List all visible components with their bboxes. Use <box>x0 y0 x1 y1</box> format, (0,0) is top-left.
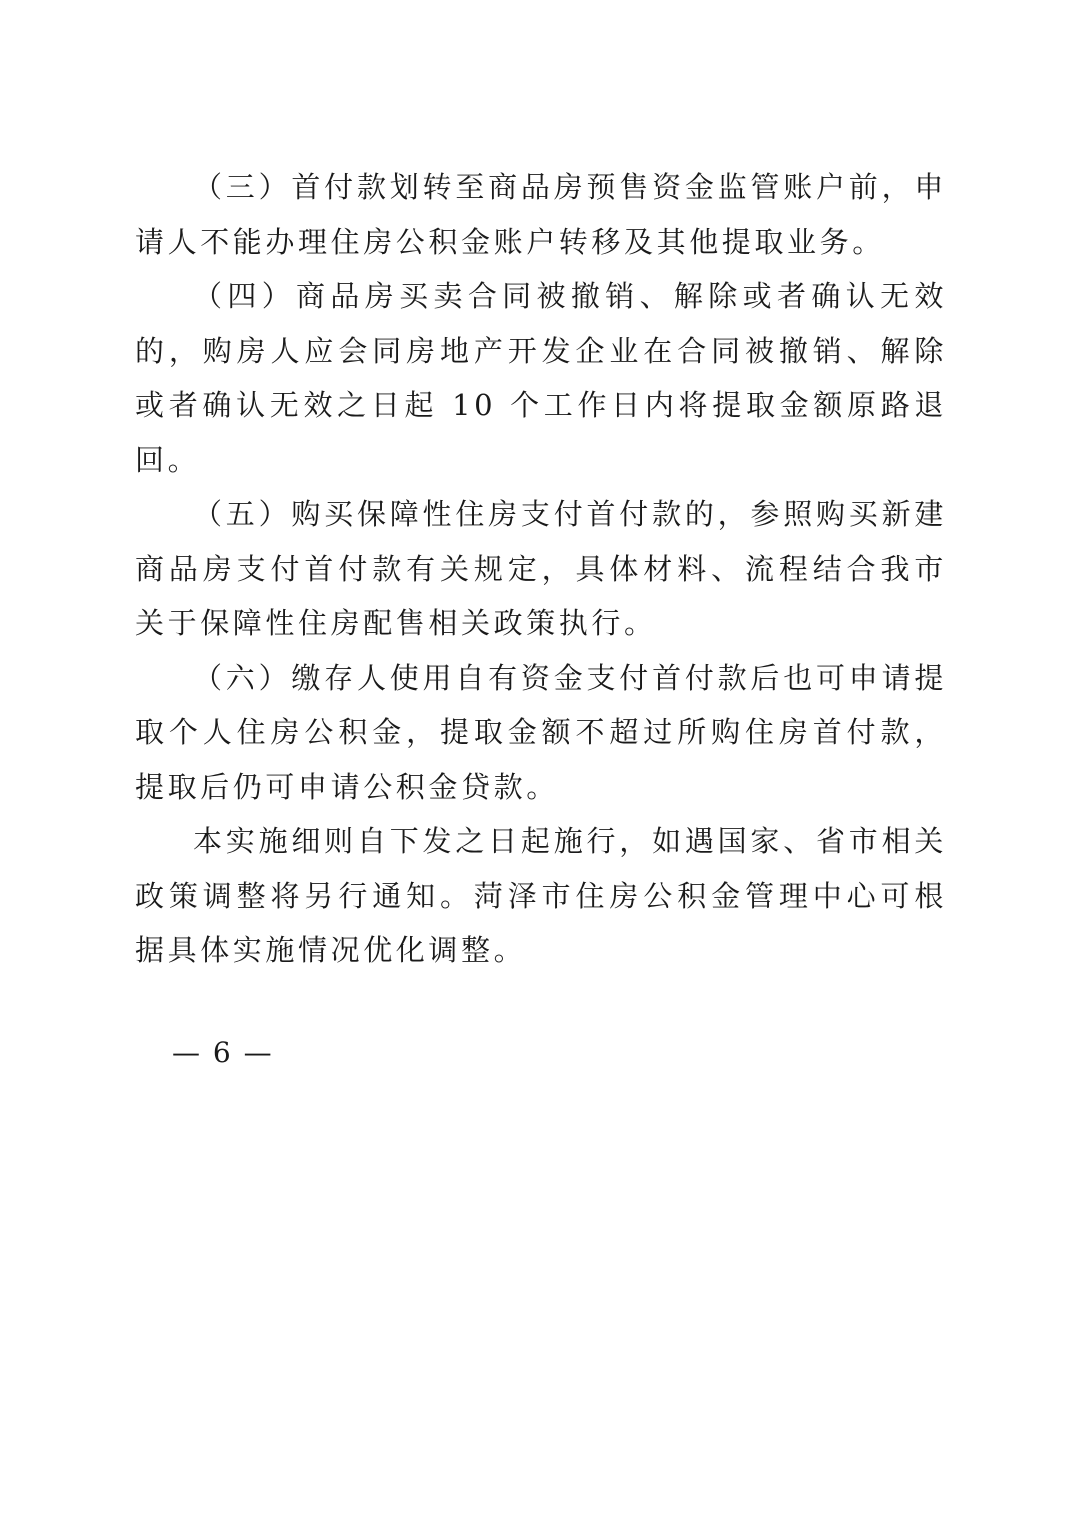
paragraph-item-3: （三）首付款划转至商品房预售资金监管账户前，申请人不能办理住房公积金账户转移及其他提取业务。 <box>135 170 947 259</box>
document-body <box>135 160 947 978</box>
paragraph-item-5: （五）购买保障性住房支付首付款的，参照购买新建商品房支付首付款有关规定，具体材料、流程结合我市关于保障性住房配售相关政策执行。 <box>135 497 947 640</box>
paragraph-effective-date: 本实施细则自下发之日起施行，如遇国家、省市相关政策调整将另行通知。菏泽市住房公积金管理中心可根据具体实施情况优化调整。 <box>135 824 947 967</box>
page-number: — 6 — <box>172 1036 274 1069</box>
paragraph-item-6: （六）缴存人使用自有资金支付首付款后也可申请提取个人住房公积金，提取金额不超过所购住房首付款，提取后仍可申请公积金贷款。 <box>135 660 947 804</box>
paragraph-item-4: （四）商品房买卖合同被撤销、解除或者确认无效的，购房人应会同房地产开发企业在合同被撤销、解除或者确认无效之日起 10 个工作日内将提取金额原路退回。 <box>135 279 947 477</box>
